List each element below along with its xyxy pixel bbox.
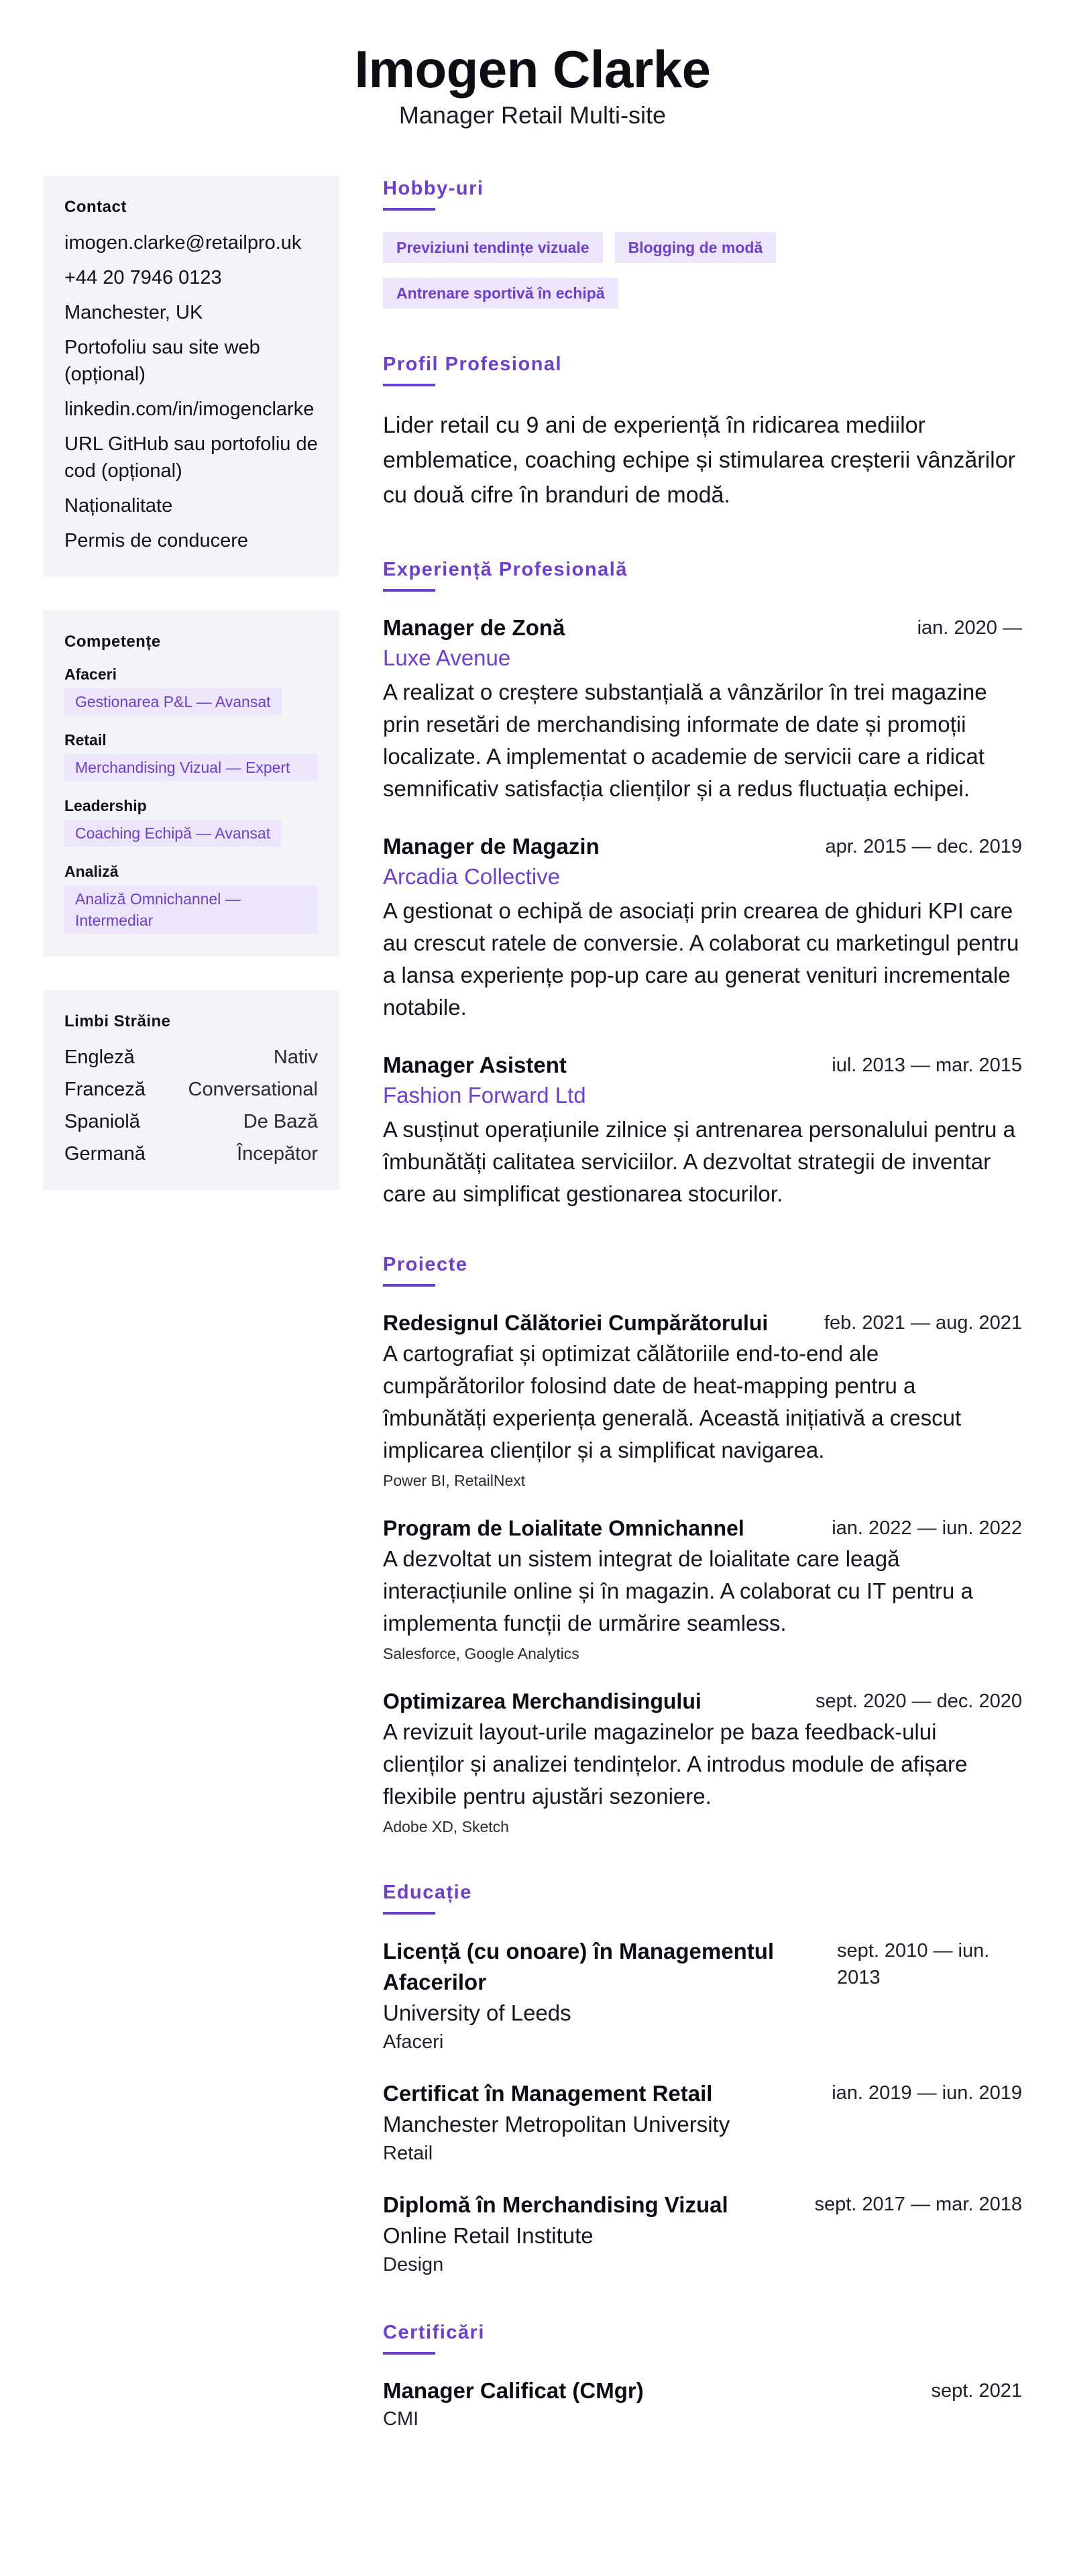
- project-description: A dezvoltat un sistem integrat de loialitate care leagă interacțiunile online și în magazin. A colaborat cu IT pentru a implementa funcții de urmărire seamless.: [383, 1546, 973, 1635]
- education-date: sept. 2017 — mar. 2018: [814, 2194, 1022, 2215]
- language-name: Franceză: [64, 1079, 146, 1100]
- project-date: sept. 2020 — dec. 2020: [816, 1690, 1022, 1712]
- job-title: Manager de Zonă: [383, 615, 565, 640]
- company-name: Arcadia Collective: [383, 864, 561, 889]
- education-entry: [383, 1936, 1022, 2055]
- experience-entry: [383, 1051, 1022, 1210]
- sidebar: [43, 176, 339, 1224]
- contact-card: [43, 176, 339, 577]
- job-title: Manager de Magazin: [383, 834, 600, 859]
- contact-nationality: Naționalitate: [64, 495, 173, 517]
- contact-location: Manchester, UK: [64, 302, 203, 323]
- section-divider: [383, 2352, 435, 2355]
- contact-driving-license: Permis de conducere: [64, 530, 249, 551]
- projects-heading: Proiecte: [383, 1254, 468, 1275]
- hobbies-heading: Hobby-uri: [383, 178, 484, 199]
- job-description: A realizat o creștere substanțială a vânzărilor în trei magazine prin resetări de merchandising informate de date și promoții localizate. A implementat o academie de servicii care a ridicat semnificativ satisfacția clienților și a redus fluctuația echipei.: [383, 680, 987, 801]
- section-divider: [383, 384, 435, 386]
- language-level: Conversational: [188, 1079, 318, 1100]
- institution-name: University of Leeds: [383, 2000, 571, 2025]
- skill-group: [64, 796, 318, 847]
- skill-group: [64, 730, 318, 781]
- contact-phone[interactable]: +44 20 7946 0123: [64, 267, 222, 288]
- certifications-heading: Certificări: [383, 2322, 485, 2343]
- experience-section: [383, 557, 1022, 1210]
- language-name: Spaniolă: [64, 1111, 140, 1132]
- certification-name: Manager Calificat (CMgr): [383, 2378, 644, 2403]
- hobby-tag: Antrenare sportivă în echipă: [383, 278, 618, 309]
- field-of-study: Design: [383, 2254, 444, 2275]
- company-name: Luxe Avenue: [383, 645, 511, 670]
- job-title: Manager Asistent: [383, 1053, 567, 1077]
- certifications-section: [383, 2320, 1022, 2432]
- project-date: ian. 2022 — iun. 2022: [832, 1517, 1022, 1539]
- language-name: Germană: [64, 1143, 146, 1165]
- contact-heading: Contact: [64, 198, 127, 216]
- project-title: Program de Loialitate Omnichannel: [383, 1516, 744, 1540]
- resume-header: [0, 39, 1065, 130]
- degree-title: Licență (cu onoare) în Managementul Afacerilor: [383, 1939, 775, 1994]
- languages-card: [43, 990, 339, 1190]
- project-tech: Power BI, RetailNext: [383, 1472, 526, 1489]
- certification-entry: [383, 2376, 1022, 2432]
- contact-email[interactable]: imogen.clarke@retailpro.uk: [64, 232, 302, 254]
- contact-linkedin[interactable]: linkedin.com/in/imogenclarke: [64, 398, 315, 420]
- language-row: [64, 1076, 318, 1103]
- project-entry: [383, 1686, 1022, 1838]
- education-date: sept. 2010 — iun. 2013: [837, 1940, 990, 1988]
- field-of-study: Retail: [383, 2143, 433, 2164]
- section-divider: [383, 208, 435, 211]
- project-tech: Salesforce, Google Analytics: [383, 1645, 579, 1662]
- skill-tag: Coaching Echipă — Avansat: [64, 820, 281, 847]
- experience-entry: [383, 613, 1022, 805]
- hobbies-section: [383, 176, 1022, 309]
- project-description: A cartografiat și optimizat călătoriile end-to-end ale cumpărătorilor folosind date de heat-mapping pentru a îmbunătăți experiența generală. Această inițiativă a crescut implicarea clienților și a simplificat navigarea.: [383, 1341, 962, 1462]
- institution-name: Online Retail Institute: [383, 2223, 594, 2248]
- section-divider: [383, 1912, 435, 1915]
- education-section: [383, 1880, 1022, 2278]
- skill-group: [64, 861, 318, 934]
- skill-category: Retail: [64, 731, 107, 749]
- skills-heading: Competențe: [64, 633, 161, 651]
- project-date: feb. 2021 — aug. 2021: [824, 1312, 1022, 1334]
- language-name: Engleză: [64, 1046, 135, 1068]
- profile-summary: Lider retail cu 9 ani de experiență în ridicarea mediilor emblematice, coaching echipe și stimularea creșterii vânzărilor cu două cifre în branduri de modă.: [383, 413, 1015, 508]
- skill-tag: Gestionarea P&L — Avansat: [64, 688, 282, 715]
- projects-section: [383, 1252, 1022, 1838]
- candidate-title: Manager Retail Multi-site: [398, 101, 667, 129]
- language-level: De Bază: [243, 1111, 318, 1132]
- hobby-tag: Blogging de modă: [615, 232, 777, 263]
- project-title: Optimizarea Merchandisingului: [383, 1689, 702, 1713]
- project-entry: [383, 1513, 1022, 1665]
- hobby-tag: Previziuni tendințe vizuale: [383, 232, 603, 263]
- profile-section: [383, 352, 1022, 513]
- skill-tag: Analiză Omnichannel — Intermediar: [64, 885, 318, 934]
- section-divider: [383, 589, 435, 592]
- education-entry: [383, 2078, 1022, 2167]
- project-title: Redesignul Călătoriei Cumpărătorului: [383, 1311, 769, 1335]
- contact-github[interactable]: URL GitHub sau portofoliu de cod (opțional): [64, 433, 318, 482]
- skills-card: [43, 610, 339, 957]
- profile-heading: Profil Profesional: [383, 354, 563, 375]
- main-content: [383, 176, 1022, 2474]
- job-description: A gestionat o echipă de asociați prin crearea de ghiduri KPI care au crescut ratele de conversie. A colaborat cu marketingul pentru a lansa experiențe pop-up care au generat venituri incrementale notabile.: [383, 898, 1019, 1020]
- experience-entry: [383, 832, 1022, 1024]
- degree-title: Diplomă în Merchandising Vizual: [383, 2192, 728, 2217]
- language-row: [64, 1140, 318, 1167]
- job-description: A susținut operațiunile zilnice și antrenarea personalului pentru a îmbunătăți calitatea serviciilor. A dezvoltat strategii de inventar care au simplificat gestionarea stocurilor.: [383, 1117, 1015, 1206]
- language-row: [64, 1044, 318, 1071]
- skill-category: Afaceri: [64, 665, 117, 683]
- field-of-study: Afaceri: [383, 2031, 444, 2053]
- certification-issuer: CMI: [383, 2408, 419, 2430]
- candidate-name: Imogen Clarke: [354, 40, 711, 99]
- job-date: iul. 2013 — mar. 2015: [832, 1055, 1022, 1076]
- language-level: Nativ: [273, 1046, 318, 1068]
- project-description: A revizuit layout-urile magazinelor pe baza feedback-ului clienților și analizei tendințelor. A introdus module de afișare flexibile pentru ajustări sezoniere.: [383, 1719, 968, 1809]
- project-entry: [383, 1308, 1022, 1492]
- institution-name: Manchester Metropolitan University: [383, 2112, 730, 2137]
- section-divider: [383, 1284, 435, 1287]
- education-entry: [383, 2190, 1022, 2278]
- degree-title: Certificat în Management Retail: [383, 2081, 713, 2106]
- education-date: ian. 2019 — iun. 2019: [832, 2082, 1022, 2104]
- job-date: apr. 2015 — dec. 2019: [825, 836, 1022, 857]
- job-date: ian. 2020 —: [917, 617, 1022, 639]
- languages-heading: Limbi Străine: [64, 1012, 171, 1030]
- skill-group: [64, 664, 318, 715]
- experience-heading: Experiență Profesională: [383, 559, 628, 580]
- skill-category: Analiză: [64, 863, 119, 880]
- hobby-tags: [383, 232, 1022, 309]
- education-heading: Educație: [383, 1882, 472, 1903]
- skill-tag: Merchandising Vizual — Expert: [64, 754, 318, 781]
- contact-portfolio[interactable]: Portofoliu sau site web (opțional): [64, 337, 260, 385]
- project-tech: Adobe XD, Sketch: [383, 1818, 509, 1835]
- language-level: Începător: [237, 1143, 318, 1165]
- skill-category: Leadership: [64, 797, 147, 814]
- company-name: Fashion Forward Ltd: [383, 1083, 586, 1108]
- certification-date: sept. 2021: [931, 2380, 1022, 2402]
- language-row: [64, 1108, 318, 1135]
